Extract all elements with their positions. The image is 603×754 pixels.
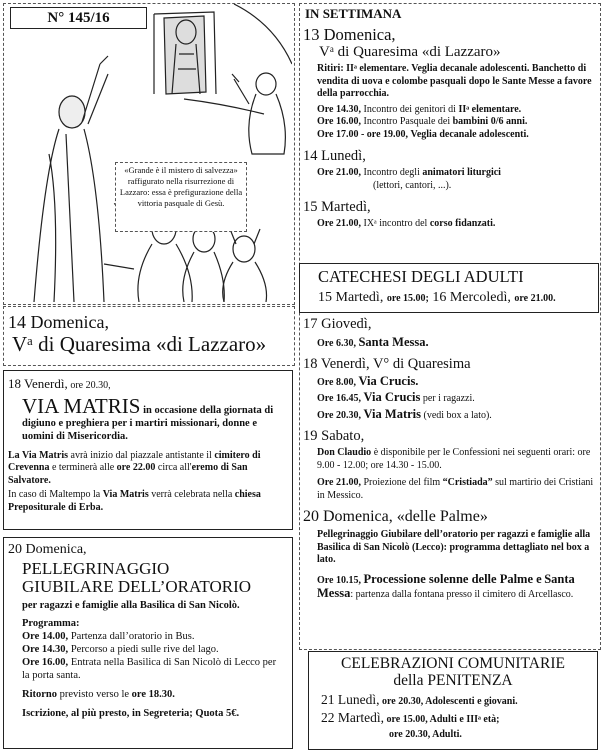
via-matris-title: VIA MATRIS <box>22 393 141 418</box>
event-text: Incontro degli <box>363 167 420 178</box>
day-subtitle: Vᵃ di Quaresima «di Lazzaro» <box>319 44 501 60</box>
day-entry <box>303 26 596 141</box>
event-text: Via Crucis. <box>358 373 419 388</box>
event-text: IXᵃ incontro del <box>363 218 428 229</box>
catechesi-date: 16 Mercoledì, <box>432 290 511 305</box>
program-item-text: Entrata nella Basilica di San Nicolò di Lecco per la porta santa. <box>22 657 277 681</box>
event-time: Ore 8.00, <box>317 376 356 388</box>
catechesi-time: ore 15.00; <box>386 293 429 304</box>
event-time: Ore 14.30, <box>317 103 361 115</box>
via-matris-text: e terminerà alle <box>51 462 115 473</box>
day-entry <box>303 508 596 602</box>
penitenza-text: ore 20.30, Adolescenti e giovani. <box>382 696 518 707</box>
event-text: Santa Messa. <box>358 335 429 349</box>
via-matris-name: La Via Matris <box>8 449 68 461</box>
event-time: Ore 17.00 - ore 19.00, <box>317 128 409 140</box>
return-text: previsto verso le <box>59 689 130 700</box>
pilgrimage-date: 20 Domenica, <box>8 542 87 557</box>
penitenza-text: ore 15.00, Adulti e IIIᵃ età; <box>386 713 500 725</box>
bad-weather-text: verrà celebrata nella <box>151 489 233 500</box>
day-notes: Ritiri: IIᵃ elementare. Veglia decanale adolescenti. Banchetto di vendita di uova e colombe pasquali dopo le Sante Messe a favore della parrocchia. <box>317 63 592 99</box>
event-text: Proiezione del film <box>363 477 441 488</box>
issue-number: N° 145/16 <box>47 10 110 26</box>
caption-box <box>115 162 247 232</box>
catechesi-box <box>299 263 599 313</box>
penitenza-subtitle: della PENITENZA <box>393 672 513 689</box>
program-list <box>8 630 286 682</box>
event-text: Via Crucis <box>363 390 421 404</box>
section-header: IN SETTIMANA <box>305 6 402 21</box>
day-title: 19 Sabato, <box>303 428 365 444</box>
event-time: Ore 20.30, <box>317 409 361 421</box>
confession-hours: ore 9.00 - 12.00; ore 14.30 - 15.00. <box>317 447 591 471</box>
via-matris-date: 18 Venerdì, <box>8 376 68 391</box>
via-matris-text: circa all' <box>157 462 192 473</box>
via-matris-time: ore 20.30, <box>70 380 111 391</box>
via-matris-text: avrà inizio dal piazzale antistante il <box>70 449 212 461</box>
catechesi-title: CATECHESI DEGLI ADULTI <box>318 267 524 286</box>
program-item-time: Ore 14.00, <box>22 631 69 642</box>
event-time: Ore 21.00, <box>317 218 361 229</box>
pilgrimage-title-line: PELLEGRINAGGIO <box>22 559 170 578</box>
event-text: IIᵃ elementare. <box>458 103 522 115</box>
event-text: Incontro dei genitori di <box>363 103 456 115</box>
event-text: animatori liturgici <box>422 167 501 178</box>
pilgrimage-subtitle: per ragazzi e famiglie alla Basilica di San Nicolò. <box>22 600 240 611</box>
day-entry <box>303 316 596 351</box>
day-entry <box>303 148 596 192</box>
day-title: 17 Giovedì, <box>303 316 372 332</box>
event-text: Incontro Pasquale dei <box>363 116 451 127</box>
day-title: 20 Domenica, «delle Palme» <box>303 508 488 525</box>
event-time: Ore 6.30, <box>317 338 356 349</box>
bad-weather-text: In caso di Maltempo la <box>8 489 101 500</box>
event-time: Ore 10.15, <box>317 574 361 586</box>
event-text: è disponibile per le Confessioni nei seguenti orari: <box>373 447 576 458</box>
return-time: ore 18.30. <box>131 689 175 700</box>
penitenza-box <box>308 651 598 750</box>
event-text: : partenza dalla fontana presso il cimitero di Arcellasco. <box>350 589 574 600</box>
weekly-schedule <box>303 6 596 231</box>
priest-name: Don Claudio <box>317 447 372 458</box>
event-text: Processione solenne delle Palme e <box>363 571 542 586</box>
illustration-caption: «Grande è il mistero di salvezza» raffigurato nella risurrezione di Lazzaro: essa è prefigurazione della vittoria pasquale di Gesù. <box>119 165 243 208</box>
day-entry <box>303 356 596 423</box>
via-matris-name: Via Matris <box>102 489 149 500</box>
penitenza-day: 21 Lunedì, <box>321 692 380 707</box>
event-time: Ore 21.00, <box>317 477 361 488</box>
via-matris-place: cimitero di Crevenna <box>8 449 261 473</box>
event-text: sul martirio dei Cristiani in Messico. <box>317 477 594 501</box>
event-text: (lettori, cantori, ...). <box>373 179 452 191</box>
event-text: (vedi box a lato). <box>423 409 492 421</box>
event-text: Santa Messa <box>317 571 575 600</box>
via-matris-end-time: ore 22.00 <box>116 462 156 473</box>
event-time: Ore 16.00, <box>317 116 361 127</box>
issue-number-box <box>10 7 147 29</box>
event-text: bambini 0/6 anni. <box>452 116 528 127</box>
event-text: Via Matris <box>363 406 421 421</box>
event-text: Veglia decanale adolescenti. <box>410 128 529 140</box>
sunday-date: 14 Domenica, <box>8 312 109 332</box>
via-matris-place: eremo di San Salvatore. <box>8 462 248 486</box>
day-title: 13 Domenica, <box>303 25 396 44</box>
film-title: “Cristiada” <box>442 477 493 488</box>
pilgrimage-title <box>8 560 286 596</box>
event-text: per i ragazzi. <box>422 393 475 404</box>
via-matris-box <box>3 370 293 530</box>
program-item-text: Percorso a piedi sulle rive del lago. <box>70 644 219 655</box>
event-time: Ore 21.00, <box>317 167 361 178</box>
pilgrimage-title-line: GIUBILARE DELL’ORATORIO <box>22 577 252 596</box>
catechesi-time: ore 21.00. <box>514 293 556 304</box>
program-item-time: Ore 16.00, <box>22 657 69 668</box>
program-item-time: Ore 14.30, <box>22 644 69 655</box>
program-label: Programma: <box>22 618 80 629</box>
day-entry <box>303 199 596 231</box>
event-time: Ore 16.45, <box>317 393 361 404</box>
event-text: Pellegrinaggio Giubilare dell’oratorio per ragazzi e famiglie alla Basilica di San Nicolò (Lecco): programma dettagliato nel box a lato. <box>317 529 591 565</box>
event-text: corso fidanzati. <box>429 218 496 229</box>
signup-note: Iscrizione, al più presto, in Segreteria; Quota 5€. <box>22 708 240 719</box>
day-entry <box>303 428 596 502</box>
day-title: 18 Venerdì, V° di Quaresima <box>303 355 471 372</box>
resurrection-of-lazarus-illustration <box>4 4 292 302</box>
weekly-schedule-continued <box>303 316 596 602</box>
penitenza-title: CELEBRAZIONI COMUNITARIE <box>341 655 565 672</box>
via-matris-description: in occasione della giornata di digiuno e preghiera per i martiri missionari, donne e uomini di Misericordia. <box>22 404 274 442</box>
program-item-text: Partenza dall’oratorio in Bus. <box>70 631 195 642</box>
penitenza-day: 22 Martedì, <box>321 709 384 725</box>
day-title: 14 Lunedì, <box>303 148 366 164</box>
catechesi-date: 15 Martedì, <box>318 290 384 305</box>
bad-weather-place: chiesa Prepositurale di Erba. <box>8 489 261 513</box>
return-label: Ritorno <box>22 689 57 700</box>
day-title: 15 Martedì, <box>303 199 371 215</box>
pilgrimage-box <box>3 537 293 749</box>
sunday-title-box <box>3 306 295 366</box>
sunday-title: Vᵃ di Quaresima «di Lazzaro» <box>12 332 267 356</box>
penitenza-text: ore 20.30, Adulti. <box>389 729 462 740</box>
